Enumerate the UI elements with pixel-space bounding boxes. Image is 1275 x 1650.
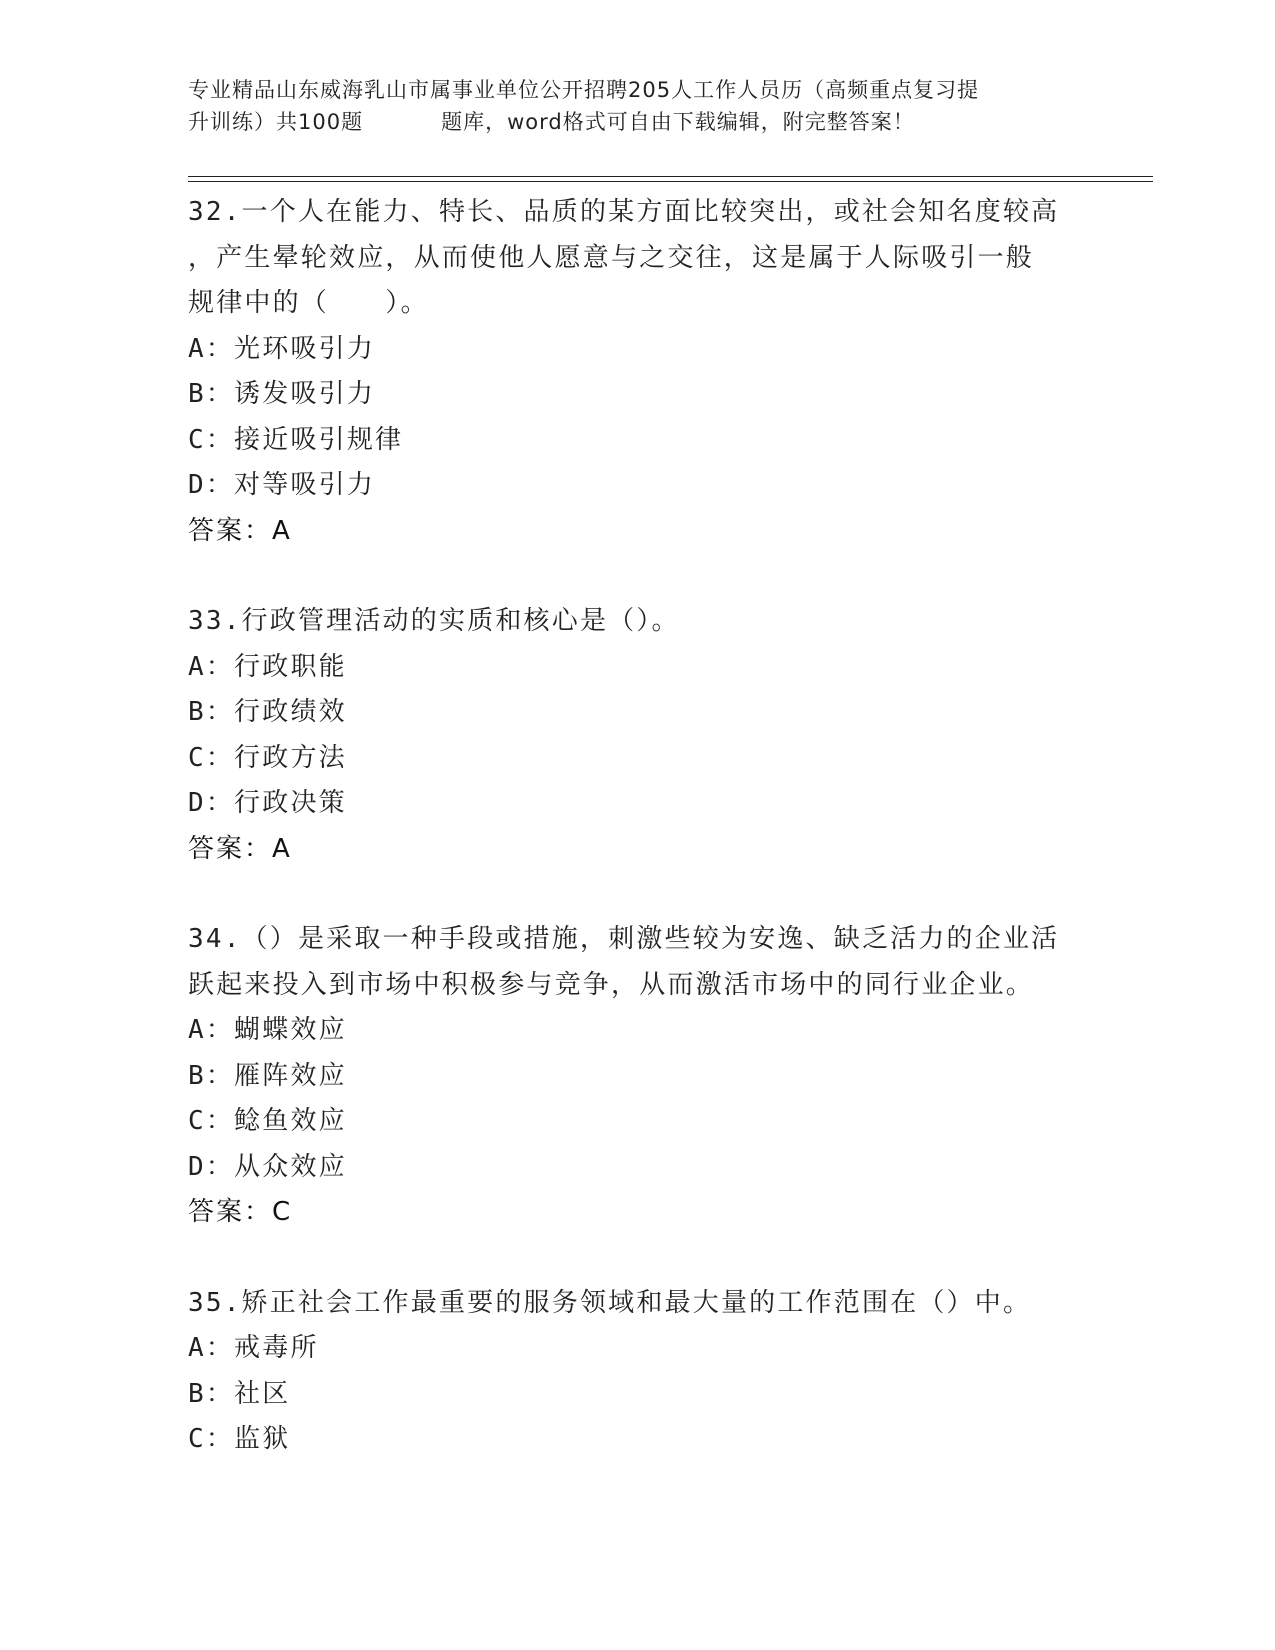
document-header <box>188 74 1088 138</box>
question-33 <box>188 599 1088 872</box>
header-divider-bottom <box>188 181 1153 182</box>
option-c: C：行政方法 <box>188 742 347 773</box>
option-d: D：对等吸引力 <box>188 470 376 500</box>
option-d: D：从众效应 <box>188 1151 347 1182</box>
option-c: C：监狱 <box>188 1424 291 1454</box>
question-text-line: 33.行政管理活动的实质和核心是（）。 <box>188 606 680 636</box>
question-text-line: 规律中的（ ）。 <box>188 288 429 318</box>
option-c: C：接近吸引规律 <box>188 424 404 455</box>
header-title-line-2-right: 题库，word格式可自由下载编辑，附完整答案！ <box>441 110 915 134</box>
question-text-line: ，产生晕轮效应，从而使他人愿意与之交往，这是属于人际吸引一般 <box>188 242 1035 273</box>
header-divider-top <box>188 176 1153 177</box>
question-text-line: 跃起来投入到市场中积极参与竞争，从而激活市场中的同行业企业。 <box>188 969 1035 1000</box>
header-title-line-2 <box>188 106 1088 138</box>
question-text-line: 35.矫正社会工作最重要的服务领域和最大量的工作范围在（）中。 <box>188 1287 1032 1318</box>
answer-label: 答案：A <box>188 515 292 546</box>
question-35 <box>188 1281 1088 1463</box>
option-b: B：社区 <box>188 1378 291 1409</box>
option-b: B：行政绩效 <box>188 697 347 727</box>
question-text-line: 34.（）是采取一种手段或措施，刺激些较为安逸、缺乏活力的企业活 <box>188 924 1060 954</box>
header-title-line-2-left: 升训练）共100题 <box>188 110 364 134</box>
option-d: D：行政决策 <box>188 788 347 818</box>
question-text-line: 32.一个人在能力、特长、品质的某方面比较突出，或社会知名度较高 <box>188 197 1060 227</box>
option-c: C：鲶鱼效应 <box>188 1106 347 1136</box>
question-32 <box>188 190 1088 554</box>
question-list <box>188 190 1088 1463</box>
answer-label: 答案：A <box>188 833 292 864</box>
option-a: A：光环吸引力 <box>188 333 376 364</box>
answer-label: 答案：C <box>188 1197 293 1227</box>
header-title-line-1: 专业精品山东威海乳山市属事业单位公开招聘205人工作人员历（高频重点复习提 <box>188 78 980 102</box>
question-34 <box>188 917 1088 1236</box>
option-b: B：诱发吸引力 <box>188 379 376 409</box>
option-a: A：戒毒所 <box>188 1333 319 1363</box>
option-a: A：蝴蝶效应 <box>188 1015 347 1045</box>
option-b: B：雁阵效应 <box>188 1060 347 1091</box>
option-a: A：行政职能 <box>188 651 347 682</box>
